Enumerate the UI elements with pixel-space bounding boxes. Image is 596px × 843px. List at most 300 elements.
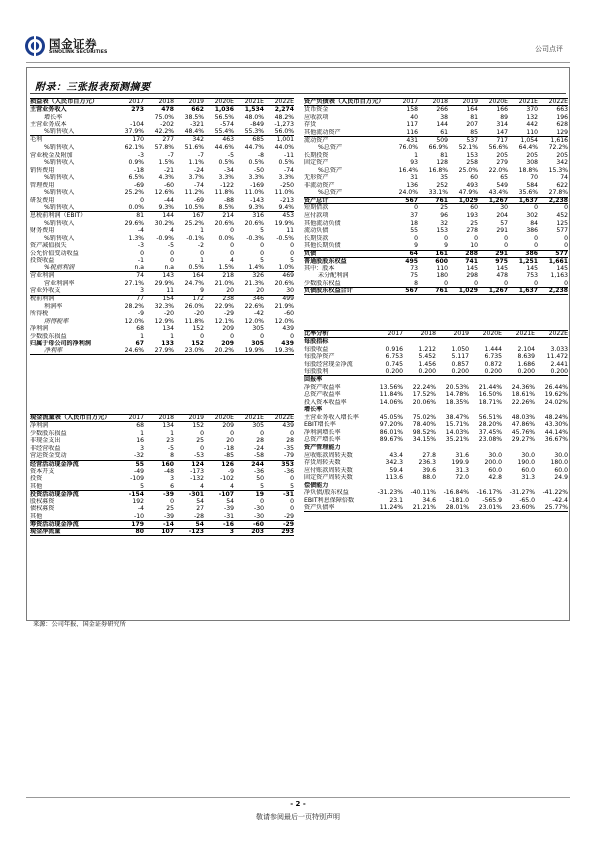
table-row (30, 152, 294, 160)
cell-value: n.a (134, 264, 144, 272)
ratio-analysis-table (304, 330, 568, 512)
table-row (304, 436, 568, 444)
cell-value: 126 (221, 460, 234, 468)
cell-value: 158 (406, 106, 418, 114)
row-label: 每股净资产 (304, 353, 335, 361)
cell-value: 1.686 (517, 360, 535, 368)
table-row (304, 467, 568, 475)
cell-value: 84 (530, 219, 538, 227)
row-label: 债权募资 (30, 505, 55, 513)
column-header-year: 2022E (548, 98, 568, 105)
row-label: 流动资产 (304, 136, 329, 144)
cell-value: 0.745 (385, 360, 403, 368)
cell-value: 132 (526, 113, 538, 121)
cell-value: 0 (290, 505, 294, 513)
cell-value: 72.2% (548, 144, 568, 152)
cell-value: 1 (140, 332, 144, 340)
cell-value: 1,267 (488, 196, 508, 204)
cell-value: 44.6% (214, 144, 234, 152)
row-label: 净资产收益率 (304, 383, 341, 391)
cell-value: -10 (134, 512, 144, 520)
cell-value: 0 (230, 332, 234, 340)
row-label: 研发费用 (30, 196, 55, 204)
cell-value: 134 (162, 422, 174, 430)
cell-value: 77 (136, 295, 144, 303)
cell-value: 1,036 (214, 106, 234, 114)
cell-value: 107 (161, 527, 174, 535)
cell-value: -849 (250, 121, 264, 129)
cell-value: 0 (290, 429, 294, 437)
row-label: 资产负债率 (304, 503, 335, 511)
row-label: %总资产 (318, 189, 343, 197)
cell-value: 2.441 (550, 360, 568, 368)
cell-value: 439 (282, 325, 294, 333)
cell-value: 567 (405, 287, 418, 295)
cell-value: -31 (224, 512, 234, 520)
cell-value: 1 (170, 332, 174, 340)
row-label: 应收账款周转天数 (304, 451, 353, 459)
cell-value: 499 (282, 295, 294, 303)
cell-value: 305 (252, 422, 264, 430)
row-label: 少数股东权益 (304, 279, 341, 287)
logo-mark-icon (24, 35, 46, 57)
cell-value: 145 (466, 264, 478, 272)
cell-value: 47.9% (458, 189, 478, 197)
cell-value: 3.3% (218, 174, 234, 182)
cell-value: 55 (410, 227, 418, 235)
cell-value: 11.84% (379, 391, 403, 399)
cell-value: 57 (500, 219, 508, 227)
cell-value: 12.1% (214, 317, 234, 325)
table-row (304, 421, 568, 429)
row-label: 长期投资 (304, 151, 329, 159)
cell-value: -29 (282, 520, 294, 528)
cell-value: -16 (222, 520, 234, 528)
row-label: 非流动资产 (304, 181, 335, 189)
cell-value: 4 (230, 257, 234, 265)
table-row (304, 182, 568, 190)
cell-value: 78.40% (412, 421, 436, 429)
cell-value: 43.4% (488, 189, 508, 197)
row-label: 增长率 (304, 406, 323, 414)
cell-value: 93 (410, 159, 418, 167)
table-header-row (304, 98, 568, 106)
table-row (30, 445, 294, 453)
cell-value: 72.0 (455, 474, 469, 482)
row-label: 投资收益 (30, 257, 55, 265)
cell-value: -30 (254, 512, 264, 520)
cell-value: 0 (444, 234, 448, 242)
cell-value: 0.5% (188, 264, 204, 272)
cell-value: 164 (192, 272, 204, 280)
cell-value: 81 (136, 211, 144, 219)
cell-value: 20.6% (244, 219, 264, 227)
cell-value: 14.78% (445, 391, 469, 399)
cell-value: 205 (526, 151, 538, 159)
cell-value: -181.0 (449, 496, 469, 504)
cell-value: 48.03% (511, 413, 535, 421)
table-row (304, 429, 568, 437)
cell-value: -29 (224, 310, 234, 318)
cell-value: -9 (137, 310, 144, 318)
table-row (304, 459, 568, 467)
table-row (304, 114, 568, 122)
cell-value: 52.1% (458, 144, 478, 152)
cell-value: 124 (191, 460, 204, 468)
cell-value: 38.5% (184, 113, 204, 121)
cell-value: 30 (500, 204, 508, 212)
row-label: 应付款项 (304, 211, 329, 219)
cell-value: 298 (466, 272, 478, 280)
row-label: 固定资产 (304, 159, 329, 167)
cell-value: 28.2% (124, 302, 144, 310)
cell-value: 12.0% (274, 317, 294, 325)
row-label: 毛利 (30, 136, 43, 144)
row-label: 公允价值变动收益 (30, 249, 79, 257)
column-header-year: 2017 (128, 414, 144, 421)
cell-value: 761 (435, 196, 448, 204)
table-row (30, 189, 294, 197)
cell-value: 21.9% (274, 302, 294, 310)
cell-value: 1,616 (550, 136, 568, 144)
cell-value: 442 (526, 121, 538, 129)
row-label: 非经营收益 (30, 444, 61, 452)
cell-value: -31.23% (377, 489, 403, 497)
cell-value: 196 (556, 113, 568, 121)
row-label: 利润率 (44, 302, 63, 310)
cell-value: 67 (135, 340, 144, 348)
row-label: 营业税金及附加 (30, 151, 73, 159)
cell-value: 0 (170, 249, 174, 257)
table-row (30, 280, 294, 288)
cell-value: 4 (170, 227, 174, 235)
footer-divider (26, 797, 570, 798)
cell-value: 1 (200, 227, 204, 235)
cell-value: 15.3% (548, 166, 568, 174)
table-row (30, 212, 294, 220)
cell-value: 200.0 (484, 459, 502, 467)
cell-value: 370 (526, 106, 538, 114)
table-row (304, 257, 568, 265)
cell-value: -31 (282, 490, 294, 498)
cell-value: 1,637 (518, 287, 538, 295)
cell-value: 28.01% (445, 503, 469, 511)
cell-value: 34.15% (412, 436, 436, 444)
cell-value: 0.200 (517, 367, 535, 375)
cell-value: 4 (200, 482, 204, 490)
row-label: 存货周转天数 (304, 459, 341, 467)
cell-value: 199.9 (451, 459, 469, 467)
cell-value: -122 (220, 181, 234, 189)
cell-value: 0 (290, 475, 294, 483)
cell-value: 22.6% (244, 302, 264, 310)
cell-value: 537 (466, 136, 478, 144)
cell-value: 1,029 (458, 196, 478, 204)
cell-value: -50 (254, 166, 264, 174)
cell-value: -35 (284, 444, 294, 452)
cell-value: 3.3% (278, 174, 294, 182)
table-row (30, 452, 294, 460)
cell-value: 11.8% (214, 189, 234, 197)
table-header-row (304, 330, 568, 338)
cell-value: 40 (410, 113, 418, 121)
cell-value: 28 (256, 437, 264, 445)
cell-value: 11 (286, 227, 294, 235)
cell-value: 0.5% (248, 159, 264, 167)
column-header-year: 2017 (387, 330, 403, 337)
cell-value: 8.639 (517, 353, 535, 361)
cell-value: 16.50% (478, 391, 502, 399)
cell-value: 326 (252, 272, 264, 280)
column-header-year: 2020E (214, 414, 234, 421)
cell-value: -60 (252, 520, 264, 528)
table-row (304, 346, 568, 354)
cell-value: -574 (220, 121, 234, 129)
cell-value: 25 (470, 219, 478, 227)
cell-value: 42.2% (154, 128, 174, 136)
row-label: 资本开支 (30, 467, 55, 475)
cell-value: 18 (410, 219, 418, 227)
table-row (30, 325, 294, 333)
table-row (30, 129, 294, 137)
cell-value: 152 (192, 422, 204, 430)
row-label: 回报率 (304, 376, 323, 384)
cell-value: 110 (436, 264, 448, 272)
table-title: 比率分析 (304, 330, 329, 337)
cell-value: 21.3% (244, 279, 264, 287)
cell-value: 0 (414, 204, 418, 212)
table-row (30, 437, 294, 445)
cell-value: -69 (134, 181, 144, 189)
cell-value: 19 (255, 490, 264, 498)
cell-value: 9.3% (158, 203, 174, 211)
cell-value: 662 (191, 106, 204, 114)
cell-value: 0.916 (385, 345, 403, 353)
cell-value: 39.6 (422, 466, 436, 474)
cell-value: 35.6% (518, 189, 538, 197)
cell-value: 20.6% (214, 219, 234, 227)
cell-value: 73 (410, 264, 418, 272)
cell-value: 68 (136, 422, 144, 430)
cell-value: 11.472 (546, 353, 568, 361)
cell-value: 24.9 (554, 474, 568, 482)
cell-value: 469 (282, 272, 294, 280)
cell-value: 452 (556, 211, 568, 219)
cell-value: 54 (226, 497, 234, 505)
cell-value: 0 (260, 497, 264, 505)
cell-value: -79 (284, 452, 294, 460)
cell-value: 567 (405, 196, 418, 204)
column-header-year: 2021E (244, 414, 264, 421)
cell-value: 1,054 (520, 136, 538, 144)
cell-value: 3 (140, 444, 144, 452)
cell-value: 0 (474, 234, 478, 242)
row-label: 营业利润率 (44, 279, 75, 287)
cell-value: 32.3% (154, 302, 174, 310)
cell-value: 20.53% (445, 383, 469, 391)
cell-value: 27 (196, 505, 204, 513)
cell-value: 47.86% (511, 421, 535, 429)
table-row (30, 295, 294, 303)
cell-value: 0.0% (218, 234, 234, 242)
cell-value: 193 (466, 211, 478, 219)
cell-value: 152 (191, 340, 204, 348)
cell-value: 23.01% (478, 503, 502, 511)
row-label: 其他长期负债 (304, 242, 341, 250)
table-row (30, 333, 294, 341)
cell-value: 207 (466, 121, 478, 129)
cell-value: 5.452 (418, 353, 436, 361)
cell-value: -1 (137, 257, 144, 265)
cell-value: 0.5% (278, 159, 294, 167)
table-row (30, 227, 294, 235)
cell-value: -2 (197, 242, 204, 250)
cell-value: -24 (254, 444, 264, 452)
cell-value: 129 (556, 128, 568, 136)
cell-value: 21.44% (478, 383, 502, 391)
cell-value: -250 (280, 181, 294, 189)
logo-english-name: SINOLINK SECURITIES (49, 50, 108, 55)
row-label: 税前利润 (30, 295, 55, 303)
cell-value: 48.24% (544, 413, 568, 421)
cell-value: 60 (470, 174, 478, 182)
row-label: %销售收入 (44, 189, 75, 197)
cell-value: 11.2% (184, 189, 204, 197)
row-label: 所得税率 (44, 317, 69, 325)
row-label: 少数股东损益 (30, 429, 67, 437)
table-title: 资产负债表（人民币百万元） (304, 98, 385, 105)
cell-value: -132 (190, 475, 204, 483)
cell-value: 1,251 (518, 257, 538, 265)
cell-value: 37.9% (124, 128, 144, 136)
cell-value: 0 (564, 242, 568, 250)
table-row (304, 272, 568, 280)
table-row (30, 430, 294, 438)
cell-value: -11 (284, 151, 294, 159)
cell-value: 0 (170, 497, 174, 505)
cell-value: 23.08% (478, 436, 502, 444)
table-row (30, 348, 294, 356)
cell-value: 0 (534, 279, 538, 287)
cell-value: -4 (137, 505, 144, 513)
column-header-year: 2021E (515, 330, 535, 337)
row-label: 净利润增长率 (304, 428, 341, 436)
row-label: 其他流动资产 (304, 128, 341, 136)
cell-value: 1,637 (518, 196, 538, 204)
cell-value: 11.8% (184, 317, 204, 325)
cell-value: 145 (526, 264, 538, 272)
row-label: 投资 (30, 475, 43, 483)
cell-value: 2,238 (548, 196, 568, 204)
cell-value: -109 (130, 475, 144, 483)
cell-value: 0 (230, 429, 234, 437)
cell-value: 0 (170, 257, 174, 265)
cell-value: 478 (161, 106, 174, 114)
cell-value: 31.6 (455, 451, 469, 459)
table-row (304, 482, 568, 490)
column-header-year: 2018 (158, 98, 174, 105)
cell-value: 21.0% (214, 279, 234, 287)
cell-value: 192 (132, 497, 144, 505)
table-row (30, 422, 294, 430)
cell-value: 0 (504, 279, 508, 287)
cell-value: -74 (284, 166, 294, 174)
row-label: 净利润 (30, 325, 49, 333)
cell-value: 22.24% (412, 383, 436, 391)
table-row (304, 235, 568, 243)
cell-value: 5 (260, 482, 264, 490)
cell-value: 56.51% (478, 413, 502, 421)
cell-value: 252 (436, 181, 448, 189)
cell-value: 75.02% (412, 413, 436, 421)
cell-value: 74 (136, 272, 144, 280)
cell-value: -34 (224, 166, 234, 174)
cell-value: 128 (436, 159, 448, 167)
column-header-year: 2021E (244, 98, 264, 105)
cell-value: -42 (254, 310, 264, 318)
balance-sheet-table (304, 98, 568, 295)
row-label: 财务费用 (30, 227, 55, 235)
row-label: 筹资活动现金净流 (30, 520, 79, 528)
cell-value: 308 (526, 159, 538, 167)
report-type-label: 公司点评 (535, 45, 563, 53)
cell-value: -60 (164, 181, 174, 189)
cell-value: 0 (260, 249, 264, 257)
cell-value: 27.1% (124, 279, 144, 287)
cell-value: 28.20% (478, 421, 502, 429)
cell-value: -7 (167, 151, 174, 159)
cell-value: 11 (166, 287, 174, 295)
column-header-year: 2018 (432, 98, 448, 105)
cell-value: 23.1 (389, 496, 403, 504)
cell-value: -0.5% (276, 234, 294, 242)
row-label: 管理费用 (30, 181, 55, 189)
cell-value: 1.1% (188, 159, 204, 167)
table-row (304, 287, 568, 295)
cell-value: -1,273 (274, 121, 294, 129)
row-label: 资产总计 (304, 196, 329, 204)
cell-value: 1.456 (418, 360, 436, 368)
source-note: 来源：公司年报、国金证券研究所 (33, 621, 126, 628)
cell-value: 35 (440, 174, 448, 182)
cell-value: 36.67% (544, 436, 568, 444)
cell-value: -102 (220, 475, 234, 483)
cell-value: 0 (200, 332, 204, 340)
row-label: 营业外收支 (30, 287, 61, 295)
cell-value: 1.444 (484, 345, 502, 353)
cell-value: -213 (280, 196, 294, 204)
table-row (30, 520, 294, 528)
cell-value: -154 (128, 490, 144, 498)
cell-value: 439 (281, 340, 294, 348)
cell-value: 205 (496, 151, 508, 159)
cell-value: 5 (260, 257, 264, 265)
table-row (304, 242, 568, 250)
cell-value: 1 (140, 429, 144, 437)
cell-value: -565.9 (482, 496, 502, 504)
cell-value: 25.2% (124, 189, 144, 197)
cell-value: 13.56% (379, 383, 403, 391)
cell-value: 273 (131, 106, 144, 114)
cell-value: 6.735 (484, 353, 502, 361)
cell-value: 975 (495, 257, 508, 265)
cell-value: -31.27% (509, 489, 535, 497)
table-row (30, 159, 294, 167)
header-divider (26, 62, 570, 63)
cell-value: 278 (466, 227, 478, 235)
table-row (30, 460, 294, 468)
cell-value: 30.0 (554, 451, 568, 459)
